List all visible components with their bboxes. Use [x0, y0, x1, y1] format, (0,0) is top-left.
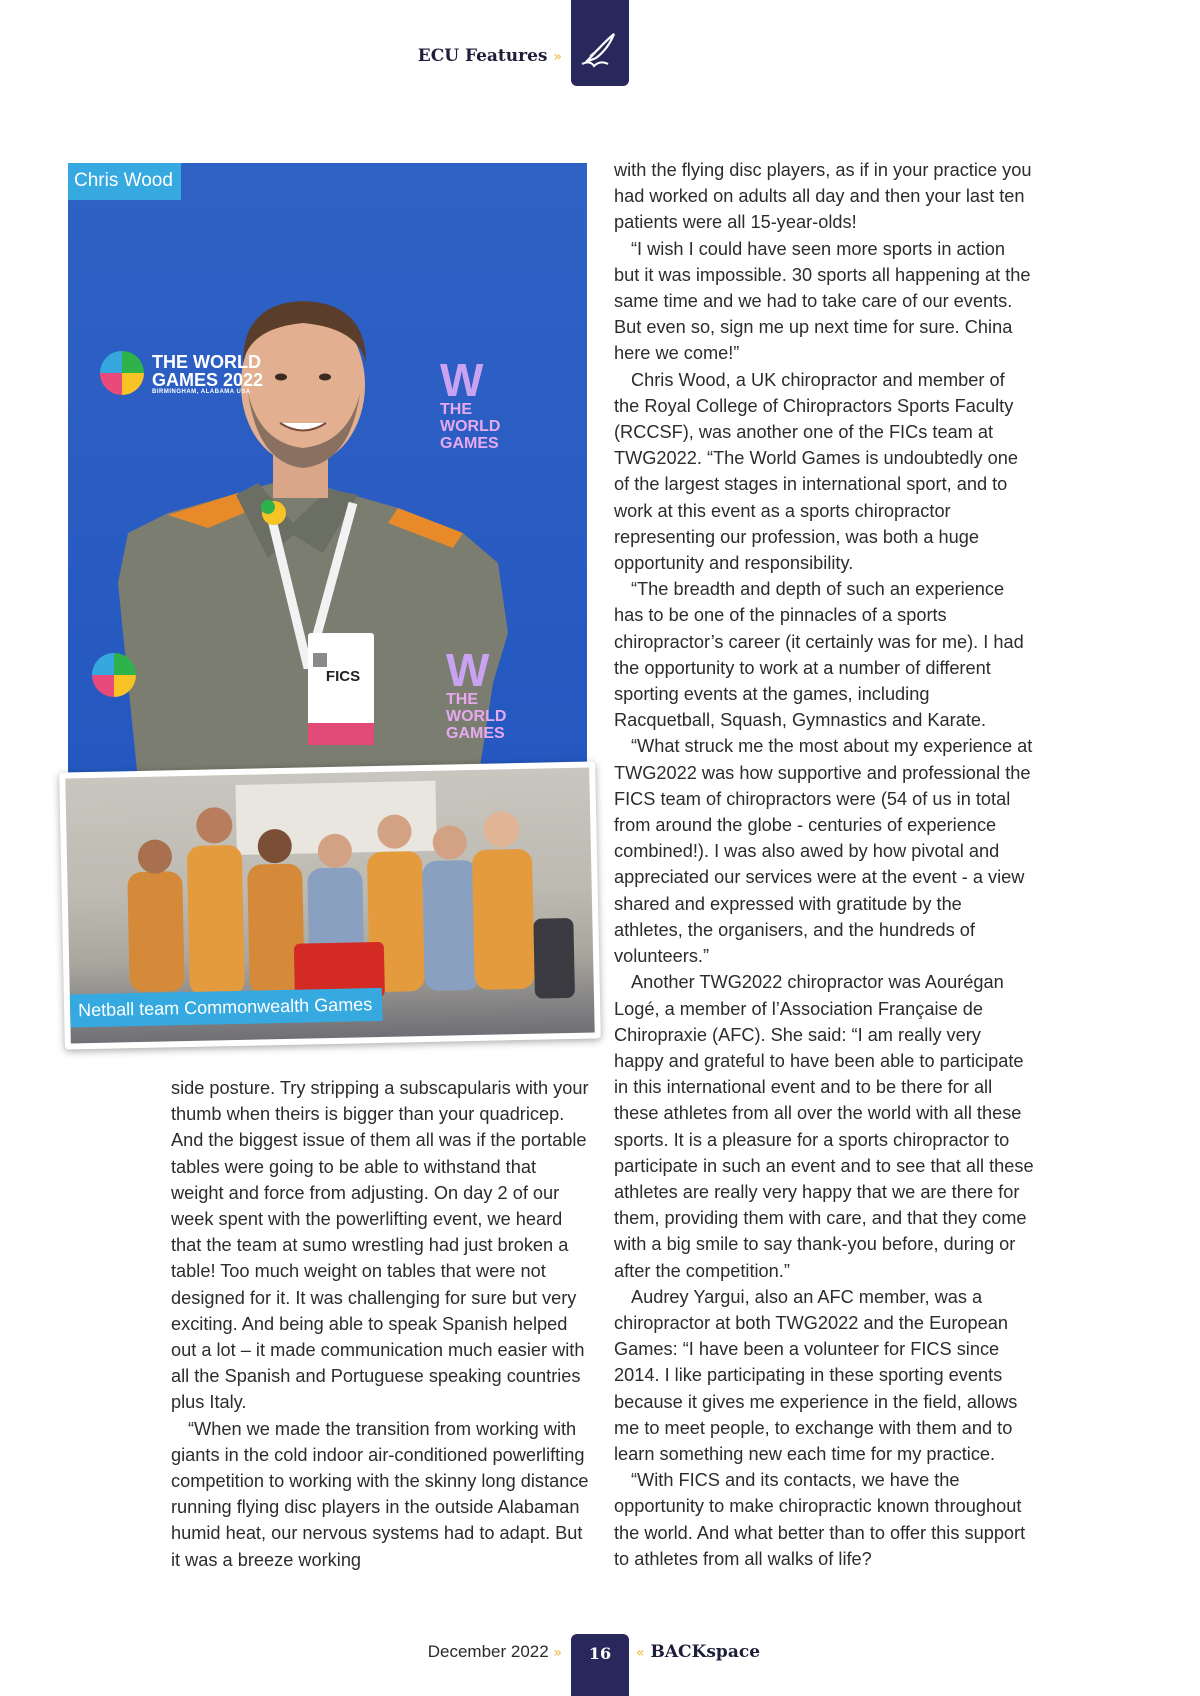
world-games-logo-icon [100, 351, 144, 395]
lanyard-badge-text: FICS [325, 668, 361, 685]
photo-netball-team [59, 761, 601, 1049]
paragraph: Chris Wood, a UK chiropractor and member of the Royal College of Chiropractors Sports Faculty (RCCSF), was another one of the FICs team at TWG2022. “The World Games is undoubtedly one of the largest stages in international sport, and to work at this event as a sports chiropractor representing our profession, was both a huge opportunity and responsibility. [614, 369, 1019, 574]
chevron-right-icon: » [553, 1645, 562, 1661]
paragraph: with the flying disc players, as if in your practice you had worked on adults all day and then your last ten patients were all 15-year-olds! [614, 160, 1032, 233]
world-games-brand-mark: W THE WORLD GAMES [446, 644, 507, 742]
world-games-logo-text: THE WORLD GAMES 2022 BIRMINGHAM, ALABAMA USA [152, 352, 264, 395]
header-tab [571, 0, 629, 86]
article-column-left [171, 1075, 591, 1573]
paragraph: “I wish I could have seen more sports in action but it was impossible. 30 sports all happening at the same time and we had to take care of our events. But even so, sign me up next time for sure. China here we come!” [614, 238, 1031, 364]
magazine-title: BACKspace [650, 1642, 761, 1662]
issue-date: December 2022 [427, 1642, 549, 1661]
paragraph: Audrey Yargui, also an AFC member, was a chiropractor at both TWG2022 and the European Games: “I have been a volunteer for FICS since 2014. I like participating in these sporting events because it gives me experience in the field, allows me to meet people, to exchange with them and to learn something new each time for my practice. [614, 1286, 1018, 1464]
world-games-logo-icon [92, 653, 136, 697]
paragraph: “The breadth and depth of such an experience has to be one of the pinnacles of a sports chiropractor’s career (it certainly was for me). I had the opportunity to work at a number of different sporting events at the games, including Racquetball, Squash, Gymnastics and Karate. [614, 579, 1024, 731]
paragraph: Another TWG2022 chiropractor was Aourégan Logé, a member of l’Association Française de Chiropraxie (AFC). She said: “I am really very happy and grateful to have been able to participate in this international event and to be there for all these athletes from all over the world with all these sports. It is a pleasure for a sports chiropractor to participate in such an event and to see that all these athletes are really very happy that we are there for them, providing them with care, and that they come with a big smile to say thank-you before, during or after the competition.” [614, 972, 1034, 1281]
photo-background-art [68, 163, 587, 780]
photo-chris-wood [68, 163, 587, 780]
world-games-brand-mark: W THE WORLD GAMES [440, 354, 501, 452]
photo-netball-team-image [65, 768, 594, 1044]
section-title: ECU Features [417, 46, 548, 66]
chevron-left-icon: « [636, 1645, 645, 1661]
paragraph: “With FICS and its contacts, we have the opportunity to make chiropractic known throughout the world. And what better than to offer this support to athletes from all walks of life? [614, 1470, 1026, 1569]
chevron-right-icon: » [553, 49, 562, 65]
photo-caption-netball-team: Netball team Commonwealth Games [70, 988, 383, 1028]
footer-magazine [636, 1642, 760, 1662]
photo-caption-chris-wood: Chris Wood [68, 163, 181, 200]
paragraph: “What struck me the most about my experience at TWG2022 was how supportive and professional the FICS team of chiropractors were (54 of us in total from around the globe - centuries of experience combined!). I was also awed by how pivotal and appreciated our services were at the event - a view shared and expressed with gratitude by the athletes, the organisers, and the hundreds of volunteers.” [614, 736, 1033, 967]
paragraph: “When we made the transition from working with giants in the cold indoor air-conditioned powerlifting competition to working with the skinny long distance running flying disc players in the outside Alabaman humid heat, our nervous systems had to adapt. But it was a breeze working [171, 1418, 589, 1570]
section-header [300, 46, 562, 66]
footer-date [380, 1642, 562, 1662]
page-number: 16 [571, 1634, 629, 1696]
quill-pen-icon [580, 30, 620, 68]
paragraph: side posture. Try stripping a subscapularis with your thumb when theirs is bigger than your quadricep. And the biggest issue of them all was if the portable tables were going to be able to withstand that weight and force from adjusting. On day 2 of our week spent with the powerlifting event, we heard that the team at sumo wrestling had just broken a table! Too much weight on tables that were not designed for it. It was challenging for sure but very exciting. And being able to speak Spanish helped out a lot – it made communication much easier with all the Spanish and Portuguese speaking countries plus Italy. [171, 1078, 589, 1413]
article-column-right [614, 157, 1034, 1572]
